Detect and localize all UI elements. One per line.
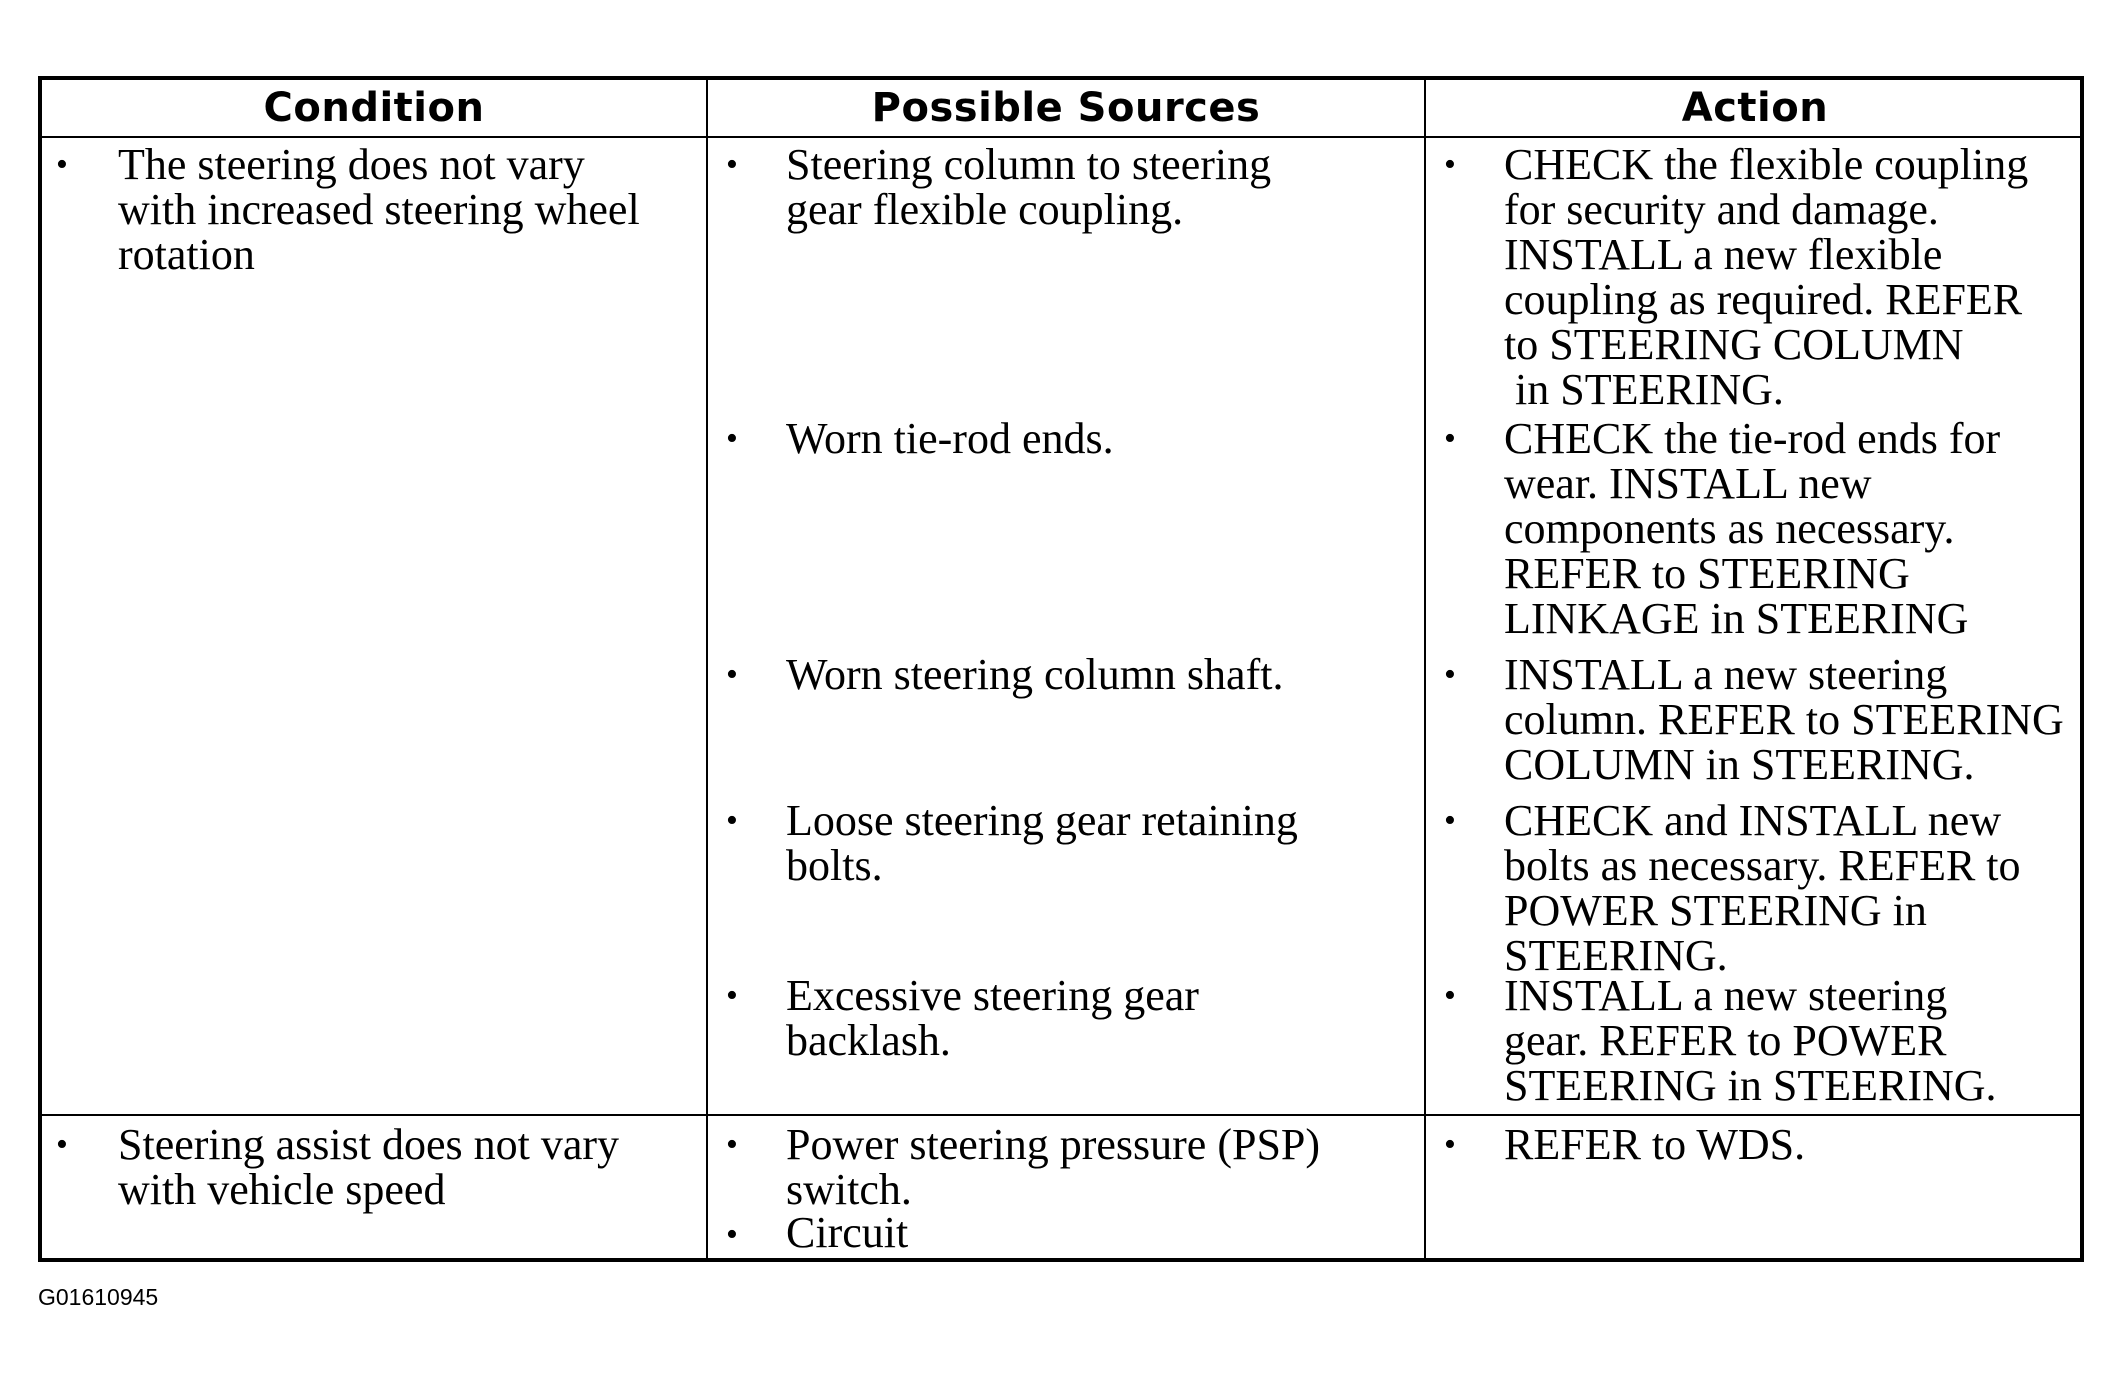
bullet: • [726, 146, 738, 183]
diagnosis-table [38, 76, 2084, 1262]
source-text: Circuit [786, 1208, 909, 1257]
figure-id: G01610945 [38, 1284, 159, 1310]
condition-text: The steering does not vary with increased steering wheel rotation [118, 140, 640, 279]
bullet: • [1444, 1126, 1456, 1163]
source-text: Power steering pressure (PSP) switch. [786, 1120, 1321, 1214]
action-text: REFER to WDS. [1504, 1120, 1806, 1169]
action-text: CHECK the tie-rod ends for wear. INSTALL new components as necessary. REFER to STEERING LINKAGE in STEERING [1504, 414, 2001, 643]
condition-text: Steering assist does not vary with vehicle speed [118, 1120, 620, 1214]
header-possible-sources: Possible Sources [871, 85, 1261, 131]
action-text: CHECK and INSTALL new bolts as necessary. REFER to POWER STEERING in STEERING. [1504, 796, 2021, 980]
action-text: INSTALL a new steering column. REFER to STEERING COLUMN in STEERING. [1504, 650, 2064, 789]
column-divider [706, 80, 708, 1258]
source-text: Worn steering column shaft. [786, 650, 1284, 699]
bullet: • [726, 656, 738, 693]
row-divider [42, 1114, 2080, 1116]
bullet: • [1444, 802, 1456, 839]
bullet: • [726, 420, 738, 457]
action-text: CHECK the flexible coupling for security and damage. INSTALL a new flexible coupling as required. REFER to STEERING COLUMN in STEERING. [1504, 140, 2029, 414]
bullet: • [56, 146, 68, 183]
bullet: • [726, 1216, 738, 1253]
header-divider [42, 136, 2080, 138]
column-divider [1424, 80, 1426, 1258]
header-action: Action [1681, 85, 1829, 131]
source-text: Worn tie-rod ends. [786, 414, 1114, 463]
bullet: • [726, 977, 738, 1014]
source-text: Loose steering gear retaining bolts. [786, 796, 1298, 890]
source-text: Excessive steering gear backlash. [786, 971, 1199, 1065]
bullet: • [726, 802, 738, 839]
bullet: • [1444, 656, 1456, 693]
bullet: • [1444, 146, 1456, 183]
bullet: • [726, 1126, 738, 1163]
bullet: • [56, 1126, 68, 1163]
action-text: INSTALL a new steering gear. REFER to POWER STEERING in STEERING. [1504, 971, 1997, 1110]
source-text: Steering column to steering gear flexible coupling. [786, 140, 1272, 234]
bullet: • [1444, 420, 1456, 457]
header-condition: Condition [263, 85, 485, 131]
bullet: • [1444, 977, 1456, 1014]
